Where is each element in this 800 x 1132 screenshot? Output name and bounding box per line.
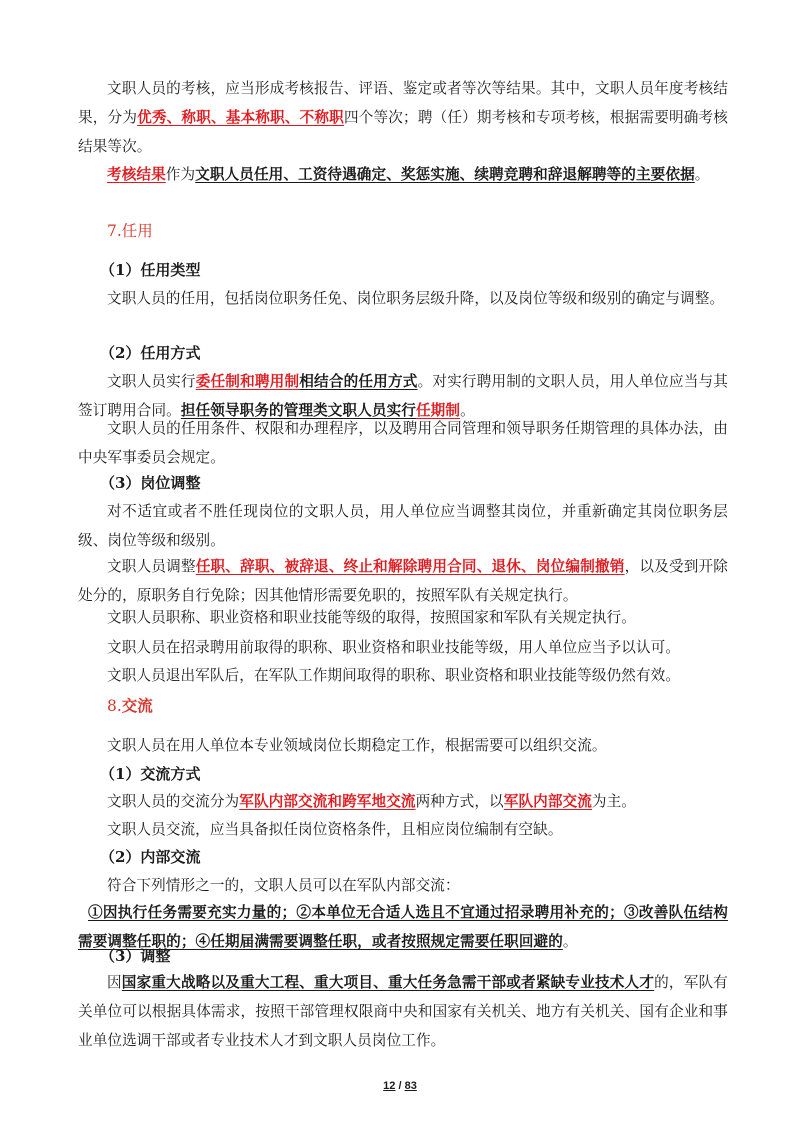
highlight-exchange-cases: ①因执行任务需要充实力量的；②本单位无合适人选且不宜通过招录聘用补充的；③改善队伍结构需要调整任职的；④任期届满需要调整任职，或者按照规定需要任职回避的 [78,904,728,950]
paragraph-internal-exchange-intro: 符合下列情形之一的，文职人员可以在军队内部交流： [107,877,460,894]
highlight-main-basis: 文职人员任用、工资待遇确定、奖惩实施、续聘竞聘和辞退解聘等的主要依据 [195,166,695,183]
paragraph-prior-titles: 文职人员在招录聘用前取得的职称、职业资格和职业技能等级，用人单位应当予以认可。 [107,639,681,656]
highlight-leadership-term: 担任领导职务的管理类文职人员实行 [180,402,416,419]
highlight-term-system: 任期制 [415,402,461,419]
section-heading-exchange: 8.交流 [107,696,153,715]
paragraph-adjustment: 因国家重大战略以及重大工程、重大项目、重大任务急需干部或者紧缺专业技术人才的，军队有关单位可以根据具体需求，按照干部管理权限商中央和国家有关机关、地方有关机关、国有企业和事业单位选调干部或者专业技术人才到文职人员岗位工作。 [78,974,728,1049]
subheading-appointment-method: （2）任用方式 [100,344,201,362]
paragraph-appointment-regulations: 文职人员的任用条件、权限和办理程序，以及聘用合同管理和领导职务任期管理的具体办法，由中央军事委员会规定。 [78,420,728,466]
subheading-internal-exchange: （2）内部交流 [100,848,201,866]
highlight-internal-exchange: 军队内部交流 [503,793,592,810]
subheading-adjustment: （3）调整 [100,947,171,965]
highlight-assessment-grades: 优秀、称职、基本称职、不称职 [137,109,344,126]
paragraph-titles-after-exit: 文职人员退出军队后，在军队工作期间取得的职称、职业资格和职业技能等级仍然有效。 [107,667,681,684]
paragraph-exchange-intro: 文职人员在用人单位本专业领域岗位长期稳定工作，根据需要可以组织交流。 [107,737,607,754]
paragraph-internal-exchange-cases: ①因执行任务需要充实力量的；②本单位无合适人选且不宜通过招录聘用补充的；③改善队伍结构需要调整任职的；④任期届满需要调整任职，或者按照规定需要任职回避的。 [78,904,728,950]
subheading-position-adjustment: （3）岗位调整 [100,474,201,492]
paragraph-position-removal: 文职人员调整任职、辞职、被辞退、终止和解除聘用合同、退休、岗位编制撤销，以及受到开除处分的，原职务自行免除；因其他情形需要免职的，按照军队有关规定执行。 [78,558,728,604]
subheading-exchange-method: （1）交流方式 [100,765,201,783]
highlight-national-strategy: 国家重大战略以及重大工程、重大项目、重大任务急需干部或者紧缺专业技术人才 [121,974,655,991]
paragraph-assessment-results: 文职人员的考核，应当形成考核报告、评语、鉴定或者等次等结果。其中，文职人员年度考核结果，分为优秀、称职、基本称职、不称职四个等次；聘（任）期考核和专项考核，根据需要明确考核结果等次。 [78,80,729,155]
page-total: 83 [404,1080,417,1092]
highlight-removal-cases: 任职、辞职、被辞退、终止和解除聘用合同、退休、岗位编制撤销 [195,558,625,575]
section-heading-appointment: 7.任用 [107,222,153,240]
paragraph-exchange-conditions: 文职人员交流，应当具备拟任岗位资格条件，且相应岗位编制有空缺。 [107,821,563,838]
paragraph-title-acquisition: 文职人员职称、职业资格和职业技能等级的取得，按照国家和军队有关规定执行。 [107,609,636,626]
paragraph-assessment-basis: 考核结果作为文职人员任用、工资待遇确定、奖惩实施、续聘竞聘和辞退解聘等的主要依据。 [107,166,710,183]
page-number: 12 [383,1080,396,1092]
highlight-exchange-types: 军队内部交流和跨军地交流 [239,793,416,810]
subheading-appointment-type: （1）任用类型 [100,261,201,279]
highlight-assessment-result: 考核结果 [107,166,166,183]
paragraph-appointment-type: 文职人员的任用，包括岗位职务任免、岗位职务层级升降，以及岗位等级和级别的确定与调整。 [107,290,725,307]
page-footer: 12 / 83 [383,1080,417,1092]
paragraph-appointment-method: 文职人员实行委任制和聘用制相结合的任用方式。对实行聘用制的文职人员，用人单位应当与其签订聘用合同。担任领导职务的管理类文职人员实行任期制。 [78,373,729,419]
highlight-appointment-systems: 委任制和聘用制 [195,373,300,390]
paragraph-exchange-method: 文职人员的交流分为军队内部交流和跨军地交流两种方式，以军队内部交流为主。 [107,793,637,810]
paragraph-position-adjustment: 对不适宜或者不胜任现岗位的文职人员，用人单位应当调整其岗位，并重新确定其岗位职务层级、岗位等级和级别。 [78,503,728,549]
